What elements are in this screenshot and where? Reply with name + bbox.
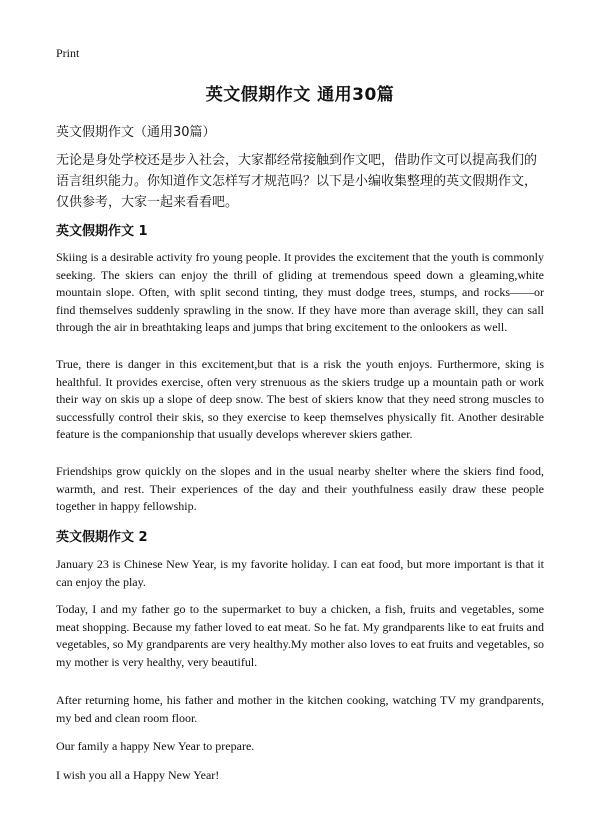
- section-2-paragraph-4: Our family a happy New Year to prepare.: [56, 739, 255, 753]
- section-2-heading: 英文假期作文 2: [56, 530, 148, 545]
- intro-paragraph: 无论是身处学校还是步入社会，大家都经常接触到作文吧，借助作文可以提高我们的语言组织能力。你知道作文怎样写才规范吗？以下是小编收集整理的英文假期作文，仅供参考，大家一起来看看吧。: [56, 153, 538, 210]
- section-2-paragraph-2: Today, I and my father go to the supermarket to buy a chicken, a fish, fruits and vegetables, some meat shopping. Because my father loved to eat meat. So he fat. My grandparents like to eat fruits and vegetables, so My grandparents are very healthy.My mother also loves to eat fruits and vegetables, so my mother is very healthy, very beautiful.: [56, 602, 544, 669]
- section-1-paragraph-3: Friendships grow quickly on the slopes and in the usual nearby shelter where the skiers find food, warmth, and rest. Their experiences of the day and their youthfulness easily draw these people together in happy fellowship.: [56, 464, 544, 513]
- section-2-paragraph-3: After returning home, his father and mother in the kitchen cooking, watching TV my grandparents, my bed and clean room floor.: [56, 693, 544, 725]
- section-1-paragraph-2: True, there is danger in this excitement,but that is a risk the youth enjoys. Furthermore, sking is healthful. It provides exercise, often very strenuous as the skiers trudge up a mountain path or work their way on skis up a slope of deep snow. The best of skiers know that they need strong muscles to successfully control their skis, so they exercise to keep themselves physically fit. Another desirable feature is the companionship that usually develops wherever skiers gather.: [56, 357, 544, 441]
- print-label[interactable]: Print: [56, 46, 80, 60]
- section-1-heading: 英文假期作文 1: [56, 224, 148, 239]
- document-subtitle: 英文假期作文（通用30篇）: [56, 125, 216, 140]
- section-1-paragraph-1: Skiing is a desirable activity fro young people. It provides the excitement that the youth is commonly seeking. The skiers can enjoy the thrill of gliding at tremendous speed down a gleaming,white mountain slope. Often, with split second tinting, they must dodge trees, stumps, and rocks——or find themselves suddenly sprawling in the snow. If they have more than average skill, they can sall through the air in breathtaking leaps and jumps that bring excitement to the onlookers as well.: [56, 250, 544, 334]
- section-2-paragraph-5: I wish you all a Happy New Year!: [56, 768, 220, 782]
- document-title: 英文假期作文 通用30篇: [205, 85, 395, 105]
- section-2-paragraph-1: January 23 is Chinese New Year, is my favorite holiday. I can eat food, but more important is that it can enjoy the play.: [56, 557, 544, 589]
